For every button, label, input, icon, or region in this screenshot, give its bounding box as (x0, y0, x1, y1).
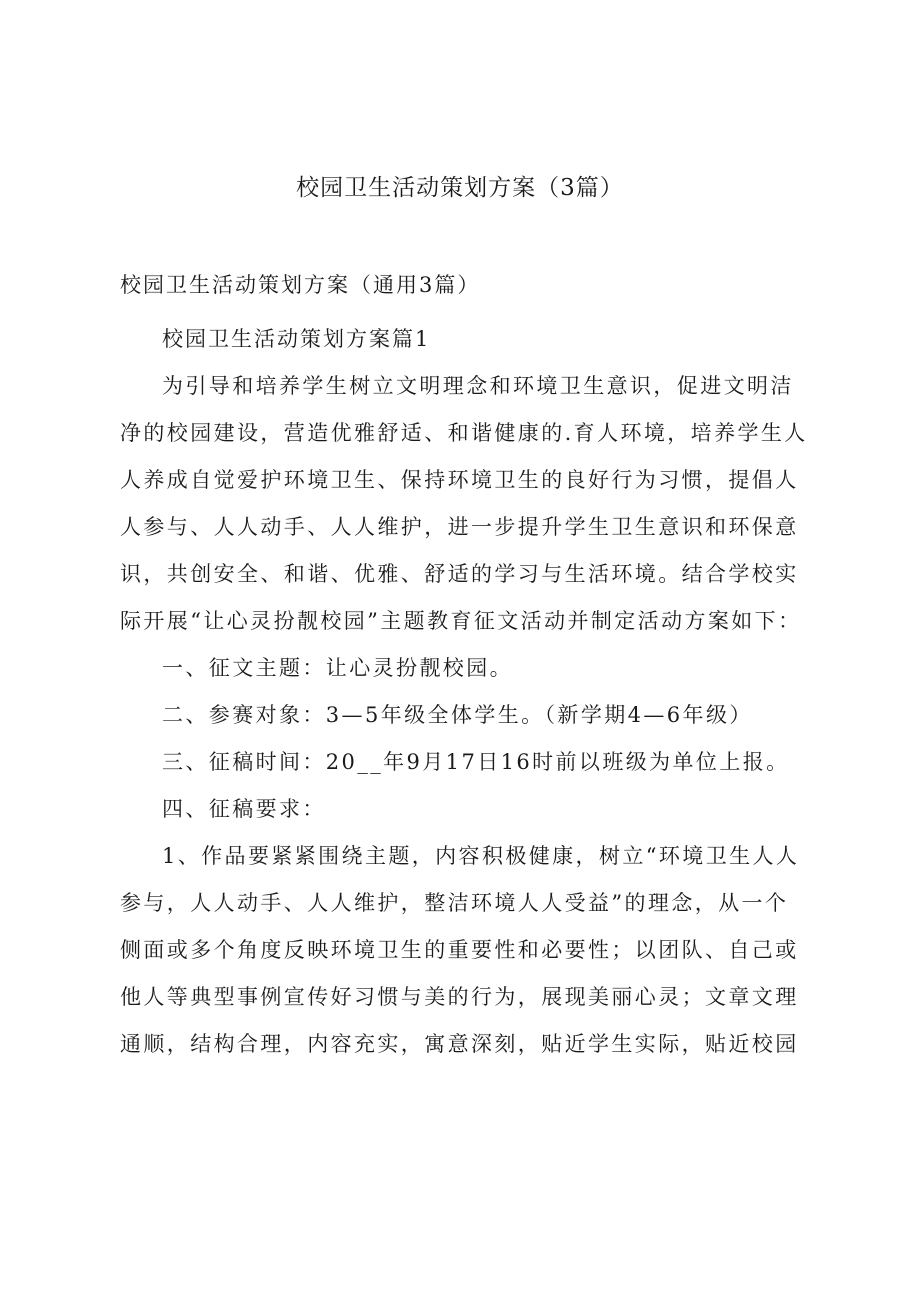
document-body (120, 316, 810, 1068)
participants-paragraph: 二、参赛对象：3—5年级全体学生。（新学期4—6年级） (162, 703, 753, 727)
deadline-paragraph: 三、征稿时间：20__年9月17日16时前以班级为单位上报。 (162, 750, 790, 774)
document-title: 校园卫生活动策划方案（3篇） (296, 175, 624, 201)
requirements-heading: 四、征稿要求： (162, 797, 326, 821)
theme-paragraph: 一、征文主题：让心灵扮靓校园。 (162, 656, 513, 680)
intro-paragraph: 为引导和培养学生树立文明理念和环境卫生意识，促进文明洁净的校园建设，营造优雅舒适、和谐健康的.育人环境，培养学生人人养成自觉爱护环境卫生、保持环境卫生的良好行为习惯，提倡人人参与、人人动手、人人维护，进一步提升学生卫生意识和环保意识，共创安全、和谐、优雅、舒适的学习与生活环境。结合学校实际开展“让心灵扮靓校园”主题教育征文活动并制定活动方案如下： (120, 374, 808, 633)
requirement-1-paragraph: 1、作品要紧紧围绕主题，内容积极健康，树立“环境卫生人人参与，人人动手、人人维护，整洁环境人人受益”的理念，从一个侧面或多个角度反映环境卫生的重要性和必要性；以团队、自己或他人等典型事例宣传好习惯与美的行为，展现美丽心灵；文章文理通顺，结构合理，内容充实，寓意深刻，贴近学生实际，贴近校园 (120, 844, 800, 1056)
section-heading: 校园卫生活动策划方案篇1 (162, 327, 431, 351)
document-subtitle: 校园卫生活动策划方案（通用3篇） (120, 273, 481, 297)
